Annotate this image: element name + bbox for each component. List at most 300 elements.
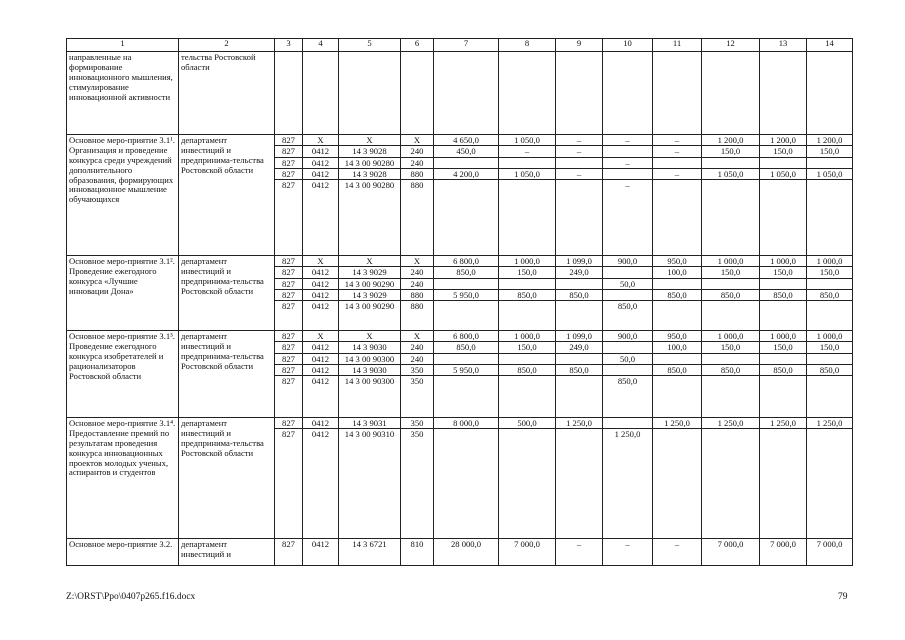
cell-line: 850,0 [434,267,498,278]
code-cell [275,539,303,566]
cell-line: 850,0 [653,365,701,376]
measure-title: Основное меро-приятие 3.1³. Проведение ежегодного конкурса изобретателей и рационализаторов Ростовской области [67,331,179,418]
column-number-9: 9 [556,39,603,52]
cell-line: – [556,135,602,146]
cell-line: 6 800,0 [434,331,498,342]
value-cell [603,256,653,331]
cell-line [760,279,806,290]
cell-line: 240 [401,342,433,353]
cell-line [556,279,602,290]
cell-line: 0412 [303,169,338,180]
cell-line: 1 000,0 [499,331,555,342]
cell-line: 850,0 [702,365,759,376]
cell-line: Х [401,135,433,146]
measure-title: Основное меро-приятие 3.1². Проведение ежегодного конкурса «Лучшие инновации Дона» [67,256,179,331]
cell-line: 240 [401,279,433,290]
column-number-14: 14 [807,39,853,52]
cell-line: 900,0 [603,331,652,342]
code-cell [275,418,303,539]
cell-line: 150,0 [760,146,806,157]
code-cell [303,418,339,539]
cell-line [807,354,852,365]
cell-line: 1 000,0 [807,331,852,342]
code-cell [401,331,434,418]
cell-line: 7 000,0 [816,539,843,549]
cell-line: 350 [401,418,433,429]
cell-line: 850,0 [434,342,498,353]
measure-title: Основное меро-приятие 3.1⁴. Предоставление премий по результатам проведения конкурса инновационных проектов молодых ученых, аспирантов и студентов [67,418,179,539]
cell-line: 14 3 00 90280 [344,180,395,191]
cell-line: 827 [275,365,302,376]
cell-line: – [653,146,701,157]
cell-line: 827 [282,539,295,549]
cell-line: 240 [401,146,433,157]
cell-line: 150,0 [702,146,759,157]
cell-line: 1 050,0 [760,169,806,180]
cell-line: 50,0 [603,354,652,365]
cell-line: 14 3 00 90290 [339,279,400,290]
cell-line: 28 000,0 [450,539,482,549]
value-cell [653,135,702,256]
cell-line: 50,0 [603,279,652,290]
value-cell [603,135,653,256]
cell-line [702,158,759,169]
cell-line: 0412 [303,342,338,353]
cell-line: 150,0 [760,267,806,278]
cell-line: 150,0 [702,267,759,278]
cell-line [653,429,701,440]
value-cell [702,418,760,539]
value-cell [434,135,499,256]
empty-cell [434,52,499,135]
cell-line [603,418,652,429]
value-cell [702,135,760,256]
code-cell [339,135,401,256]
column-number-8: 8 [499,39,556,52]
code-cell [401,539,434,566]
cell-line: – [603,158,652,169]
cell-line: Х [303,331,338,342]
cell-line: 850,0 [702,290,759,301]
value-cell [653,418,702,539]
cell-line [702,376,759,387]
cell-line [760,376,806,387]
cell-line [556,301,602,312]
value-cell [760,539,807,566]
cell-line [603,267,652,278]
column-number-13: 13 [760,39,807,52]
cell-line: 7 000,0 [770,539,796,549]
cell-line: 827 [282,376,295,387]
empty-cell [807,52,853,135]
code-cell [303,539,339,566]
cell-line: 0412 [303,158,338,169]
value-cell [807,135,853,256]
value-cell [603,539,653,566]
cell-line [653,158,701,169]
cell-line: 0412 [303,290,338,301]
cell-line: 880 [401,290,433,301]
cell-line: 950,0 [653,331,701,342]
cell-line: 900,0 [603,256,652,267]
cell-line: 8 000,0 [434,418,498,429]
table-row [67,539,853,566]
measure-title: Основное меро-приятие 3.2. [67,539,179,566]
cell-line: 14 3 00 90280 [339,158,400,169]
cell-line [556,354,602,365]
value-cell [807,539,853,566]
cell-line: 5 950,0 [434,290,498,301]
empty-cell [760,52,807,135]
cell-line [499,301,555,312]
cell-line: 14 3 9029 [339,290,400,301]
cell-line: 0412 [311,429,330,440]
responsible-agency: департамент инвестиций и [179,539,275,566]
measure-title: направленные на формирование инновационного мышления, стимулирование инновационной активности [67,52,179,135]
value-cell [760,135,807,256]
code-cell [275,135,303,256]
cell-line [434,301,498,312]
cell-line: – [653,135,701,146]
column-number-12: 12 [702,39,760,52]
cell-line: 827 [275,342,302,353]
cell-line: 14 3 9030 [339,365,400,376]
cell-line [807,158,852,169]
cell-line: 240 [401,267,433,278]
table-row [67,256,853,331]
cell-line: 1 000,0 [760,331,806,342]
cell-line [603,146,652,157]
cell-line [760,429,806,440]
cell-line: – [603,135,652,146]
cell-line: 827 [275,135,302,146]
cell-line [760,354,806,365]
column-number-2: 2 [179,39,275,52]
value-cell [499,256,556,331]
budget-table [66,38,853,566]
cell-line: 1 250,0 [702,418,759,429]
cell-line: 14 3 9028 [339,169,400,180]
value-cell [653,539,702,566]
cell-line: Х [401,256,433,267]
cell-line: 850,0 [617,301,638,312]
cell-line: Х [339,331,400,342]
cell-line: 850,0 [499,365,555,376]
cell-line: 150,0 [807,146,852,157]
column-number-1: 1 [67,39,179,52]
cell-line: 827 [282,180,295,191]
cell-line [603,169,652,180]
cell-line: 827 [275,158,302,169]
cell-line [807,429,852,440]
cell-line: – [674,539,680,549]
cell-line: 350 [410,376,424,387]
cell-line: 827 [275,256,302,267]
cell-line [499,376,555,387]
code-cell [303,256,339,331]
cell-line [499,354,555,365]
cell-line: 827 [275,279,302,290]
cell-line [603,365,652,376]
value-cell [760,256,807,331]
cell-line: 0412 [311,376,330,387]
value-cell [434,418,499,539]
cell-line [653,180,701,191]
measure-title: Основное меро-приятие 3.1¹. Организация и проведение конкурса среди учреждений дополнительного образования, формирующих инновационное мышление обучающихся [67,135,179,256]
cell-line: 1 000,0 [807,256,852,267]
cell-line: 827 [275,418,302,429]
column-number-10: 10 [603,39,653,52]
cell-line: – [499,146,555,157]
cell-line [603,290,652,301]
cell-line: 0412 [311,180,330,191]
cell-line: 100,0 [653,342,701,353]
empty-cell [653,52,702,135]
code-cell [339,539,401,566]
code-cell [401,418,434,539]
column-number-6: 6 [401,39,434,52]
cell-line: – [556,169,602,180]
cell-line: 6 800,0 [434,256,498,267]
value-cell [556,256,603,331]
cell-line: 7 000,0 [514,539,540,549]
cell-line: 14 3 9030 [339,342,400,353]
cell-line: 1 050,0 [499,169,555,180]
cell-line: 7 000,0 [717,539,744,549]
value-cell [499,539,556,566]
cell-line: 1 250,0 [653,418,701,429]
cell-line: 0412 [303,279,338,290]
responsible-agency: департамент инвестиций и предпринима-тельства Ростовской области [179,418,275,539]
empty-cell [339,52,401,135]
cell-line: 850,0 [653,290,701,301]
column-number-5: 5 [339,39,401,52]
cell-line: – [576,539,582,549]
column-number-3: 3 [275,39,303,52]
value-cell [653,331,702,418]
cell-line [434,158,498,169]
cell-line: 880 [401,169,433,180]
column-number-7: 7 [434,39,499,52]
code-cell [339,418,401,539]
cell-line: 0412 [303,354,338,365]
cell-line: 0412 [311,301,330,312]
cell-line: 150,0 [807,267,852,278]
cell-line: 850,0 [499,290,555,301]
cell-line [499,429,555,440]
cell-line: 249,0 [556,267,602,278]
cell-line: Х [303,135,338,146]
cell-line: – [625,180,630,191]
cell-line: – [625,539,630,549]
cell-line: 14 3 6721 [352,539,387,549]
cell-line: 150,0 [499,342,555,353]
cell-line: 827 [282,429,295,440]
cell-line: 1 050,0 [499,135,555,146]
empty-cell [275,52,303,135]
cell-line: 880 [410,301,424,312]
cell-line: 1 250,0 [760,418,806,429]
cell-line: 880 [410,180,424,191]
value-cell [556,135,603,256]
value-cell [434,539,499,566]
cell-line: 240 [401,158,433,169]
cell-line: 1 099,0 [556,256,602,267]
cell-line: 450,0 [434,146,498,157]
cell-line [434,429,498,440]
cell-line [653,376,701,387]
cell-line: 950,0 [653,256,701,267]
cell-line [702,354,759,365]
cell-line: 350 [410,429,424,440]
cell-line: Х [401,331,433,342]
cell-line: 827 [275,354,302,365]
cell-line [603,342,652,353]
cell-line: 150,0 [499,267,555,278]
cell-line: 1 200,0 [702,135,759,146]
cell-line [807,279,852,290]
cell-line: 850,0 [556,365,602,376]
responsible-agency: департамент инвестиций и предпринима-тельства Ростовской области [179,331,275,418]
cell-line: 14 3 00 90290 [344,301,395,312]
cell-line: 827 [275,267,302,278]
cell-line: 850,0 [617,376,638,387]
value-cell [702,539,760,566]
code-cell [275,331,303,418]
responsible-agency: департамент инвестиций и предпринима-тельства Ростовской области [179,256,275,331]
cell-line: 0412 [303,267,338,278]
code-cell [401,135,434,256]
column-number-4: 4 [303,39,339,52]
cell-line: 827 [275,290,302,301]
table-row [67,418,853,539]
cell-line: 1 099,0 [556,331,602,342]
cell-line: 1 200,0 [760,135,806,146]
cell-line: 850,0 [760,365,806,376]
value-cell [556,418,603,539]
code-cell [275,256,303,331]
cell-line: 249,0 [556,342,602,353]
cell-line [807,180,852,191]
cell-line: 850,0 [556,290,602,301]
cell-line: 827 [282,301,295,312]
value-cell [807,256,853,331]
value-cell [702,256,760,331]
empty-cell [702,52,760,135]
cell-line: – [653,169,701,180]
cell-line: 4 200,0 [434,169,498,180]
cell-line: 14 3 00 90300 [339,354,400,365]
empty-cell [556,52,603,135]
cell-line: 1 250,0 [614,429,641,440]
empty-cell [401,52,434,135]
cell-line: 1 050,0 [702,169,759,180]
cell-line [807,301,852,312]
cell-line: 1 000,0 [760,256,806,267]
cell-line: 100,0 [653,267,701,278]
cell-line [434,354,498,365]
responsible-agency: тельства Ростовской области [179,52,275,135]
value-cell [702,331,760,418]
cell-line [653,279,701,290]
cell-line: 5 950,0 [434,365,498,376]
code-cell [303,135,339,256]
value-cell [556,331,603,418]
cell-line: 0412 [303,365,338,376]
cell-line: Х [339,256,400,267]
cell-line: 14 3 9031 [339,418,400,429]
cell-line [702,429,759,440]
cell-line: 1 050,0 [807,169,852,180]
code-cell [401,256,434,331]
table-header-row [67,39,853,52]
cell-line [499,158,555,169]
cell-line [760,180,806,191]
value-cell [760,418,807,539]
cell-line: 850,0 [760,290,806,301]
value-cell [760,331,807,418]
value-cell [807,331,853,418]
cell-line [434,376,498,387]
cell-line [434,279,498,290]
cell-line: 827 [275,169,302,180]
cell-line: 810 [410,539,424,549]
cell-line [499,180,555,191]
empty-cell [303,52,339,135]
cell-line: 14 3 00 90310 [344,429,395,440]
cell-line [653,354,701,365]
cell-line: 827 [275,146,302,157]
value-cell [434,256,499,331]
file-path: Z:\ORST\Ppo\0407p265.f16.docx [66,592,196,602]
cell-line [434,180,498,191]
value-cell [499,418,556,539]
cell-line [702,180,759,191]
cell-line: 14 3 9029 [339,267,400,278]
value-cell [556,539,603,566]
value-cell [499,331,556,418]
code-cell [339,256,401,331]
value-cell [434,331,499,418]
value-cell [653,256,702,331]
value-cell [807,418,853,539]
column-number-11: 11 [653,39,702,52]
cell-line [760,301,806,312]
cell-line [702,301,759,312]
cell-line: 0412 [303,418,338,429]
cell-line: Х [303,256,338,267]
cell-line: Х [339,135,400,146]
cell-line [760,158,806,169]
cell-line: 1 000,0 [702,256,759,267]
cell-line [556,180,602,191]
cell-line [807,376,852,387]
table-row [67,331,853,418]
cell-line: 1 250,0 [807,418,852,429]
cell-line: 150,0 [702,342,759,353]
cell-line: 850,0 [807,290,852,301]
cell-line: 4 650,0 [434,135,498,146]
empty-cell [499,52,556,135]
cell-line: 1 000,0 [499,256,555,267]
cell-line: 150,0 [807,342,852,353]
cell-line: 350 [401,365,433,376]
cell-line [556,429,602,440]
cell-line: 14 3 00 90300 [344,376,395,387]
table-row [67,135,853,256]
cell-line: 850,0 [807,365,852,376]
cell-line: 1 250,0 [556,418,602,429]
